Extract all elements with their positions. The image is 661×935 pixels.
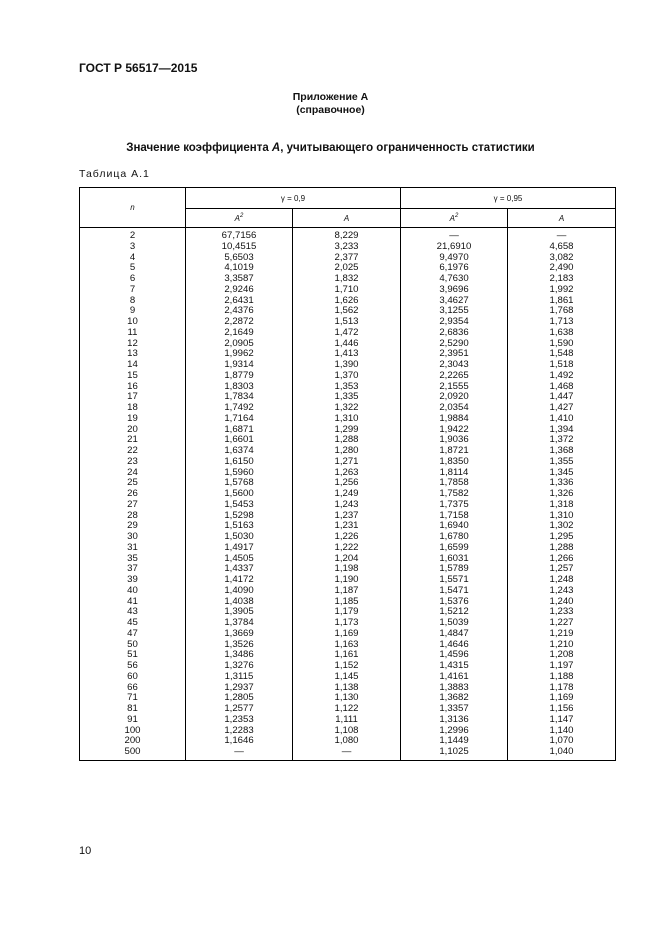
col-header-a-2: A	[508, 209, 616, 228]
cell-a2-gamma-095: 1,3357	[401, 704, 508, 715]
cell-a2-gamma-09: 2,1649	[186, 328, 293, 339]
table-row	[80, 629, 616, 640]
appendix-title: Приложение А	[292, 91, 369, 103]
cell-n: 47	[80, 629, 186, 640]
cell-a-gamma-09: 1,562	[293, 306, 401, 317]
cell-a-gamma-09: 1,299	[293, 425, 401, 436]
cell-n: 66	[80, 683, 186, 694]
table-row	[80, 285, 616, 296]
cell-a-gamma-095: 1,266	[508, 554, 616, 565]
cell-a2-gamma-09: 1,5600	[186, 489, 293, 500]
cell-n: 23	[80, 457, 186, 468]
cell-a-gamma-09: 1,626	[293, 296, 401, 307]
cell-a-gamma-095: 1,243	[508, 586, 616, 597]
cell-a-gamma-095: 1,233	[508, 607, 616, 618]
cell-a-gamma-095: 1,768	[508, 306, 616, 317]
cell-n: 45	[80, 618, 186, 629]
cell-n: 11	[80, 328, 186, 339]
cell-a-gamma-09: 1,413	[293, 349, 401, 360]
table-body	[80, 228, 616, 761]
table-row	[80, 586, 616, 597]
table-row	[80, 672, 616, 683]
cell-a-gamma-09: 1,198	[293, 564, 401, 575]
cell-a2-gamma-095: 1,7158	[401, 511, 508, 522]
cell-a-gamma-09: 1,370	[293, 371, 401, 382]
col-header-a-squared-1	[186, 209, 293, 228]
cell-a2-gamma-095: 1,6031	[401, 554, 508, 565]
cell-a-gamma-09: 1,310	[293, 414, 401, 425]
cell-a-gamma-09: 1,222	[293, 543, 401, 554]
cell-n: 22	[80, 446, 186, 457]
a-symbol: A	[234, 214, 240, 223]
col-header-a-1: A	[293, 209, 401, 228]
cell-a-gamma-095: —	[508, 228, 616, 242]
cell-n: 28	[80, 511, 186, 522]
cell-a2-gamma-095: 1,3883	[401, 683, 508, 694]
cell-a2-gamma-095: 1,4646	[401, 640, 508, 651]
cell-a-gamma-095: 2,490	[508, 263, 616, 274]
cell-a-gamma-09: 1,353	[293, 382, 401, 393]
table-row	[80, 715, 616, 726]
cell-a-gamma-095: 1,368	[508, 446, 616, 457]
cell-a-gamma-095: 1,372	[508, 435, 616, 446]
cell-n: 6	[80, 274, 186, 285]
cell-a2-gamma-09: 1,3276	[186, 661, 293, 672]
cell-a-gamma-09: 1,111	[293, 715, 401, 726]
cell-a-gamma-09: 1,280	[293, 446, 401, 457]
cell-a-gamma-09: 2,377	[293, 253, 401, 264]
cell-a-gamma-095: 1,318	[508, 500, 616, 511]
cell-n: 20	[80, 425, 186, 436]
cell-a-gamma-095: 1,394	[508, 425, 616, 436]
cell-a2-gamma-09: 1,7492	[186, 403, 293, 414]
cell-a2-gamma-095: 1,3136	[401, 715, 508, 726]
cell-n: 2	[80, 228, 186, 242]
cell-a-gamma-09: 1,161	[293, 650, 401, 661]
cell-n: 17	[80, 392, 186, 403]
cell-a2-gamma-09: 1,5298	[186, 511, 293, 522]
cell-a-gamma-095: 1,468	[508, 382, 616, 393]
cell-a-gamma-09: 1,169	[293, 629, 401, 640]
cell-a-gamma-095: 1,288	[508, 543, 616, 554]
cell-n: 21	[80, 435, 186, 446]
cell-a-gamma-095: 1,140	[508, 726, 616, 737]
cell-a-gamma-09: 1,152	[293, 661, 401, 672]
cell-a2-gamma-09: 2,0905	[186, 339, 293, 350]
table-row	[80, 242, 616, 253]
cell-a2-gamma-095: 1,4847	[401, 629, 508, 640]
cell-a-gamma-09: 1,145	[293, 672, 401, 683]
cell-a-gamma-095: 1,410	[508, 414, 616, 425]
cell-a-gamma-09: 1,243	[293, 500, 401, 511]
cell-a2-gamma-095: 1,1449	[401, 736, 508, 747]
standard-number: ГОСТ Р 56517—2015	[79, 61, 198, 75]
cell-a2-gamma-09: 1,5030	[186, 532, 293, 543]
cell-a-gamma-09: 1,204	[293, 554, 401, 565]
cell-a2-gamma-095: 2,2265	[401, 371, 508, 382]
cell-a-gamma-09: 1,335	[293, 392, 401, 403]
cell-a-gamma-095: 1,518	[508, 360, 616, 371]
cell-a2-gamma-09: 1,3784	[186, 618, 293, 629]
cell-a-gamma-09: 2,025	[293, 263, 401, 274]
cell-n: 30	[80, 532, 186, 543]
cell-n: 500	[80, 747, 186, 760]
cell-a-gamma-095: 1,147	[508, 715, 616, 726]
cell-a-gamma-09: —	[293, 747, 401, 760]
cell-a-gamma-095: 1,326	[508, 489, 616, 500]
cell-n: 18	[80, 403, 186, 414]
cell-a-gamma-095: 1,447	[508, 392, 616, 403]
cell-a-gamma-09: 1,322	[293, 403, 401, 414]
cell-a-gamma-095: 1,427	[508, 403, 616, 414]
cell-a2-gamma-09: 1,4038	[186, 597, 293, 608]
cell-a2-gamma-095: 1,9036	[401, 435, 508, 446]
cell-a2-gamma-09: 1,2937	[186, 683, 293, 694]
cell-n: 4	[80, 253, 186, 264]
cell-a2-gamma-095: 1,6599	[401, 543, 508, 554]
cell-a2-gamma-09: 1,2577	[186, 704, 293, 715]
exponent: 2	[240, 213, 244, 219]
cell-a2-gamma-09: 1,2805	[186, 693, 293, 704]
cell-a-gamma-09: 1,263	[293, 468, 401, 479]
cell-a-gamma-09: 1,390	[293, 360, 401, 371]
cell-a-gamma-09: 1,271	[293, 457, 401, 468]
cell-n: 41	[80, 597, 186, 608]
cell-a2-gamma-095: 1,5471	[401, 586, 508, 597]
cell-a2-gamma-095: 1,8350	[401, 457, 508, 468]
cell-n: 27	[80, 500, 186, 511]
cell-a-gamma-095: 1,492	[508, 371, 616, 382]
cell-a-gamma-095: 1,240	[508, 597, 616, 608]
cell-a2-gamma-095: 1,9422	[401, 425, 508, 436]
cell-n: 5	[80, 263, 186, 274]
cell-n: 10	[80, 317, 186, 328]
cell-a-gamma-095: 1,257	[508, 564, 616, 575]
table-row	[80, 371, 616, 382]
table-row	[80, 228, 616, 242]
cell-n: 40	[80, 586, 186, 597]
cell-a-gamma-09: 1,237	[293, 511, 401, 522]
cell-a2-gamma-095: 2,5290	[401, 339, 508, 350]
cell-a2-gamma-09: 1,2283	[186, 726, 293, 737]
cell-n: 35	[80, 554, 186, 565]
cell-a-gamma-095: 1,210	[508, 640, 616, 651]
cell-a-gamma-095: 1,188	[508, 672, 616, 683]
cell-a2-gamma-09: 2,2872	[186, 317, 293, 328]
group-header-gamma-09: γ = 0,9	[186, 188, 401, 209]
cell-a-gamma-09: 1,472	[293, 328, 401, 339]
table-row	[80, 543, 616, 554]
cell-n: 71	[80, 693, 186, 704]
cell-a2-gamma-09: 1,3669	[186, 629, 293, 640]
cell-a2-gamma-09: 1,4917	[186, 543, 293, 554]
cell-a2-gamma-09: 1,4505	[186, 554, 293, 565]
cell-a-gamma-09: 1,163	[293, 640, 401, 651]
coefficient-table	[79, 187, 616, 761]
exponent: 2	[455, 213, 459, 219]
group-header-gamma-095: γ = 0,95	[401, 188, 616, 209]
col-header-a-squared-2	[401, 209, 508, 228]
cell-n: 15	[80, 371, 186, 382]
cell-a2-gamma-095: 6,1976	[401, 263, 508, 274]
cell-a2-gamma-095: 1,6940	[401, 521, 508, 532]
cell-n: 56	[80, 661, 186, 672]
cell-a-gamma-095: 2,183	[508, 274, 616, 285]
cell-a2-gamma-095: 1,5571	[401, 575, 508, 586]
cell-n: 8	[80, 296, 186, 307]
cell-a2-gamma-09: 2,4376	[186, 306, 293, 317]
cell-a2-gamma-095: 21,6910	[401, 242, 508, 253]
cell-a2-gamma-09: 1,2353	[186, 715, 293, 726]
a-symbol: A	[449, 214, 455, 223]
cell-n: 3	[80, 242, 186, 253]
cell-a2-gamma-095: 1,4315	[401, 661, 508, 672]
cell-a2-gamma-095: 4,7630	[401, 274, 508, 285]
cell-a2-gamma-095: 1,4596	[401, 650, 508, 661]
cell-a2-gamma-09: 1,3486	[186, 650, 293, 661]
cell-a-gamma-095: 1,992	[508, 285, 616, 296]
cell-n: 7	[80, 285, 186, 296]
cell-n: 100	[80, 726, 186, 737]
cell-a2-gamma-09: 1,6150	[186, 457, 293, 468]
cell-a2-gamma-09: 5,6503	[186, 253, 293, 264]
table-row	[80, 747, 616, 760]
cell-a-gamma-09: 1,185	[293, 597, 401, 608]
cell-a-gamma-09: 1,710	[293, 285, 401, 296]
cell-a2-gamma-095: 1,8721	[401, 446, 508, 457]
cell-n: 51	[80, 650, 186, 661]
cell-a2-gamma-09: 1,3526	[186, 640, 293, 651]
cell-a2-gamma-09: 1,3905	[186, 607, 293, 618]
cell-a-gamma-095: 1,590	[508, 339, 616, 350]
cell-a-gamma-09: 1,122	[293, 704, 401, 715]
cell-a2-gamma-095: 2,0354	[401, 403, 508, 414]
table-row	[80, 500, 616, 511]
cell-a2-gamma-09: 1,5163	[186, 521, 293, 532]
cell-a-gamma-09: 1,256	[293, 478, 401, 489]
cell-a-gamma-095: 1,040	[508, 747, 616, 760]
cell-a-gamma-095: 1,336	[508, 478, 616, 489]
cell-a-gamma-09: 1,249	[293, 489, 401, 500]
cell-a-gamma-095: 1,169	[508, 693, 616, 704]
cell-a2-gamma-095: 3,9696	[401, 285, 508, 296]
cell-n: 31	[80, 543, 186, 554]
cell-a-gamma-095: 1,295	[508, 532, 616, 543]
cell-a2-gamma-09: 2,9246	[186, 285, 293, 296]
cell-a2-gamma-095: 1,1025	[401, 747, 508, 760]
cell-n: 50	[80, 640, 186, 651]
cell-a-gamma-09: 1,179	[293, 607, 401, 618]
cell-a2-gamma-095: 1,8114	[401, 468, 508, 479]
cell-a2-gamma-09: 1,5960	[186, 468, 293, 479]
cell-a2-gamma-09: 2,6431	[186, 296, 293, 307]
cell-a2-gamma-095: 3,4627	[401, 296, 508, 307]
cell-a2-gamma-095: 1,5039	[401, 618, 508, 629]
cell-n: 200	[80, 736, 186, 747]
cell-a-gamma-095: 1,219	[508, 629, 616, 640]
cell-a2-gamma-095: —	[401, 228, 508, 242]
cell-a-gamma-095: 1,208	[508, 650, 616, 661]
cell-a2-gamma-09: 1,4337	[186, 564, 293, 575]
cell-n: 39	[80, 575, 186, 586]
cell-a-gamma-09: 1,832	[293, 274, 401, 285]
cell-a-gamma-09: 8,229	[293, 228, 401, 242]
cell-a2-gamma-09: —	[186, 747, 293, 760]
cell-a2-gamma-095: 1,4161	[401, 672, 508, 683]
cell-n: 24	[80, 468, 186, 479]
appendix-kind: (справочное)	[296, 104, 365, 116]
cell-a2-gamma-09: 1,8303	[186, 382, 293, 393]
cell-a2-gamma-09: 1,6871	[186, 425, 293, 436]
cell-a-gamma-09: 1,226	[293, 532, 401, 543]
cell-a2-gamma-095: 1,3682	[401, 693, 508, 704]
cell-n: 14	[80, 360, 186, 371]
cell-a-gamma-095: 1,197	[508, 661, 616, 672]
cell-a2-gamma-09: 10,4515	[186, 242, 293, 253]
cell-n: 25	[80, 478, 186, 489]
cell-a-gamma-095: 1,248	[508, 575, 616, 586]
cell-a2-gamma-095: 1,6780	[401, 532, 508, 543]
table-label: Таблица А.1	[79, 168, 150, 180]
cell-a2-gamma-09: 1,5768	[186, 478, 293, 489]
cell-a2-gamma-095: 1,5789	[401, 564, 508, 575]
cell-n: 43	[80, 607, 186, 618]
table-row	[80, 457, 616, 468]
cell-n: 91	[80, 715, 186, 726]
cell-a2-gamma-095: 2,3043	[401, 360, 508, 371]
cell-a-gamma-09: 1,108	[293, 726, 401, 737]
page-number: 10	[79, 845, 92, 857]
cell-a-gamma-09: 1,231	[293, 521, 401, 532]
cell-a-gamma-095: 1,638	[508, 328, 616, 339]
cell-a-gamma-095: 1,345	[508, 468, 616, 479]
cell-n: 37	[80, 564, 186, 575]
cell-n: 19	[80, 414, 186, 425]
cell-n: 81	[80, 704, 186, 715]
cell-a-gamma-095: 1,861	[508, 296, 616, 307]
cell-a-gamma-09: 1,173	[293, 618, 401, 629]
cell-a2-gamma-09: 1,6601	[186, 435, 293, 446]
cell-a2-gamma-09: 1,4090	[186, 586, 293, 597]
cell-n: 60	[80, 672, 186, 683]
table-title	[0, 142, 661, 154]
cell-a-gamma-095: 1,310	[508, 511, 616, 522]
cell-a-gamma-095: 1,355	[508, 457, 616, 468]
cell-n: 12	[80, 339, 186, 350]
table-row	[80, 414, 616, 425]
title-prefix: Значение коэффициента	[126, 142, 272, 154]
cell-a2-gamma-095: 9,4970	[401, 253, 508, 264]
cell-a2-gamma-09: 3,3587	[186, 274, 293, 285]
cell-a-gamma-095: 3,082	[508, 253, 616, 264]
cell-n: 16	[80, 382, 186, 393]
table-row	[80, 328, 616, 339]
cell-a-gamma-095: 1,713	[508, 317, 616, 328]
cell-a-gamma-09: 1,513	[293, 317, 401, 328]
cell-n: 26	[80, 489, 186, 500]
cell-a-gamma-09: 1,446	[293, 339, 401, 350]
cell-a2-gamma-09: 1,9314	[186, 360, 293, 371]
cell-a2-gamma-09: 67,7156	[186, 228, 293, 242]
cell-n: 29	[80, 521, 186, 532]
title-symbol: A	[271, 142, 281, 154]
cell-a2-gamma-095: 1,5212	[401, 607, 508, 618]
cell-a-gamma-095: 1,548	[508, 349, 616, 360]
cell-a-gamma-095: 4,658	[508, 242, 616, 253]
cell-a2-gamma-09: 1,8779	[186, 371, 293, 382]
cell-a-gamma-095: 1,178	[508, 683, 616, 694]
cell-a2-gamma-095: 2,1555	[401, 382, 508, 393]
cell-a2-gamma-095: 2,6836	[401, 328, 508, 339]
cell-a2-gamma-095: 1,7375	[401, 500, 508, 511]
cell-a-gamma-09: 1,138	[293, 683, 401, 694]
cell-a2-gamma-095: 1,9884	[401, 414, 508, 425]
cell-n: 13	[80, 349, 186, 360]
cell-a2-gamma-095: 1,2996	[401, 726, 508, 737]
cell-a2-gamma-095: 2,0920	[401, 392, 508, 403]
cell-a-gamma-095: 1,070	[508, 736, 616, 747]
cell-a2-gamma-095: 3,1255	[401, 306, 508, 317]
cell-a-gamma-09: 1,080	[293, 736, 401, 747]
cell-a2-gamma-095: 1,7582	[401, 489, 508, 500]
cell-a2-gamma-095: 1,5376	[401, 597, 508, 608]
cell-a2-gamma-095: 1,7858	[401, 478, 508, 489]
cell-a2-gamma-09: 1,7834	[186, 392, 293, 403]
cell-a-gamma-09: 3,233	[293, 242, 401, 253]
cell-a-gamma-095: 1,156	[508, 704, 616, 715]
cell-a2-gamma-09: 1,7164	[186, 414, 293, 425]
cell-a2-gamma-09: 1,3115	[186, 672, 293, 683]
cell-a-gamma-095: 1,227	[508, 618, 616, 629]
cell-a2-gamma-09: 1,5453	[186, 500, 293, 511]
cell-a2-gamma-09: 1,9962	[186, 349, 293, 360]
cell-a2-gamma-09: 1,4172	[186, 575, 293, 586]
title-suffix: , учитывающего ограниченность статистики	[280, 142, 535, 154]
cell-n: 9	[80, 306, 186, 317]
cell-a2-gamma-095: 2,3951	[401, 349, 508, 360]
cell-a2-gamma-09: 1,1646	[186, 736, 293, 747]
col-header-n: n	[80, 188, 186, 228]
cell-a-gamma-09: 1,288	[293, 435, 401, 446]
cell-a2-gamma-09: 1,6374	[186, 446, 293, 457]
cell-a2-gamma-095: 2,9354	[401, 317, 508, 328]
cell-a-gamma-09: 1,187	[293, 586, 401, 597]
cell-a-gamma-09: 1,130	[293, 693, 401, 704]
cell-a2-gamma-09: 4,1019	[186, 263, 293, 274]
cell-a-gamma-09: 1,190	[293, 575, 401, 586]
cell-a-gamma-095: 1,302	[508, 521, 616, 532]
